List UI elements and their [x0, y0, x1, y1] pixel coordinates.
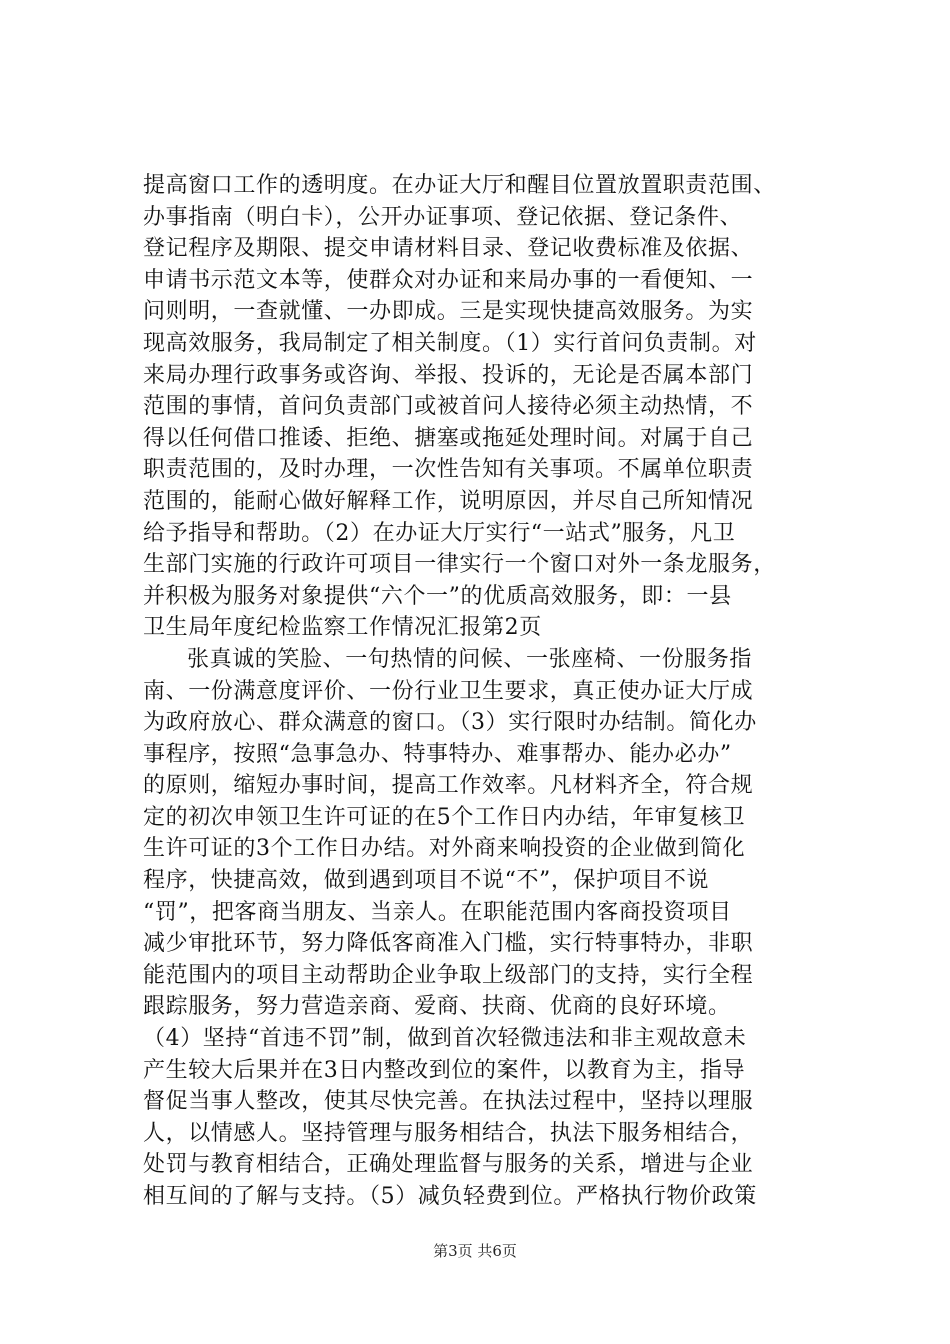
page-number-footer: 第3页 共6页: [433, 1242, 517, 1260]
text-line: 现高效服务，我局制定了相关制度。（1）实行首问负责制。对: [143, 330, 757, 356]
text-line: 办事指南（明白卡），公开办证事项、登记依据、登记条件、: [143, 204, 743, 230]
text-line: 职责范围的，及时办理，一次性告知有关事项。不属单位职责: [143, 457, 754, 483]
text-line: 事程序，按照“急事急办、特事特办、难事帮办、能办必办”: [143, 741, 732, 767]
text-line: 定的初次申领卫生许可证的在5个工作日内办结，年审复核卫: [143, 804, 746, 830]
text-line: 卫生局年度纪检监察工作情况汇报第2页: [143, 615, 542, 641]
text-line: 给予指导和帮助。（2）在办证大厅实行“一站式”服务，凡卫: [143, 520, 736, 546]
text-line: “罚”，把客商当朋友、当亲人。在职能范围内客商投资项目: [143, 899, 732, 925]
text-line: 跟踪服务，努力营造亲商、爱商、扶商、优商的良好环境。: [143, 994, 731, 1020]
text-line: 提高窗口工作的透明度。在办证大厅和醒目位置放置职责范围、: [143, 173, 776, 198]
text-line: 生许可证的3个工作日办结。对外商来响投资的企业做到简化: [143, 836, 746, 862]
paragraph-start-line: 张真诚的笑脸、一句热情的问候、一张座椅、一份服务指: [187, 646, 753, 672]
text-line: 产生较大后果并在3日内整改到位的案件，以教育为主，指导: [143, 1057, 746, 1083]
text-line: 南、一份满意度评价、一份行业卫生要求，真正使办证大厅成: [143, 678, 754, 704]
text-line: 能范围内的项目主动帮助企业争取上级部门的支持，实行全程: [143, 962, 754, 988]
document-body: [143, 170, 843, 1213]
text-line: （4）坚持“首违不罚”制，做到首次轻微违法和非主观故意未: [143, 1026, 747, 1052]
text-line: 问则明，一查就懂、一办即成。三是实现快捷高效服务。为实: [143, 299, 754, 325]
text-line: 的原则，缩短办事时间，提高工作效率。凡材料齐全，符合规: [143, 773, 754, 799]
text-line: 程序，快捷高效，做到遇到项目不说“不”，保护项目不说: [143, 868, 710, 894]
text-line: 减少审批环节，努力降低客商准入门槛，实行特事特办，非职: [143, 931, 754, 957]
text-line: 生部门实施的行政许可项目一律实行一个窗口对外一条龙服务，: [143, 552, 776, 578]
text-line: 为政府放心、群众满意的窗口。（3）实行限时办结制。简化办: [143, 710, 757, 736]
text-line: 相互间的了解与支持。（5）减负轻费到位。严格执行物价政策: [143, 1184, 757, 1209]
text-line: 范围的，能耐心做好解释工作，说明原因，并尽自己所知情况: [143, 488, 754, 514]
text-line: 范围的事情，首问负责部门或被首问人接待必须主动热情，不: [143, 394, 754, 420]
text-line: 并积极为服务对象提供“六个一”的优质高效服务，即：一县: [143, 583, 732, 609]
text-line: 申请书示范文本等，使群众对办证和来局办事的一看便知、一: [143, 267, 754, 293]
text-line: 督促当事人整改，使其尽快完善。在执法过程中，坚持以理服: [143, 1089, 754, 1115]
text-line: 人，以情感人。坚持管理与服务相结合，执法下服务相结合，: [143, 1120, 754, 1146]
text-line: 登记程序及期限、提交申请材料目录、登记收费标准及依据、: [143, 236, 754, 262]
text-line: 处罚与教育相结合，正确处理监督与服务的关系，增进与企业: [143, 1152, 754, 1178]
text-line: 得以任何借口推诿、拒绝、搪塞或拖延处理时间。对属于自己: [143, 425, 754, 451]
text-line: 来局办理行政事务或咨询、举报、投诉的，无论是否属本部门: [143, 362, 754, 388]
